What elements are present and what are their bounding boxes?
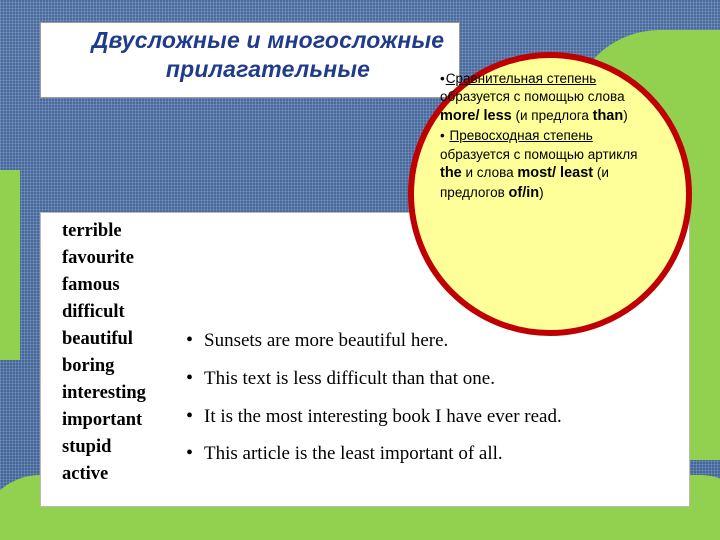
list-item: interesting (62, 383, 146, 403)
list-item: • This text is less difficult than that one. (186, 368, 676, 391)
callout-rule2-bold2: most/ least (517, 165, 594, 182)
list-item: difficult (62, 302, 125, 322)
list-item: boring (62, 356, 115, 376)
list-item: • It is the most interesting book I have ever read. (186, 406, 676, 429)
list-item: stupid (62, 437, 112, 457)
example-sentences (186, 330, 676, 481)
page-title: Двусложные и многосложные прилагательные (91, 27, 445, 83)
callout-rule1-label: Сравнительная степень (445, 71, 597, 86)
callout-rule2-end: ) (539, 184, 544, 200)
list-item: favourite (62, 248, 134, 268)
callout-rule2-mid3: (и предлогов (440, 165, 609, 200)
callout-rule1-bold2: than (592, 107, 624, 124)
callout-rule1-end: ) (623, 107, 628, 123)
callout-text (440, 70, 662, 205)
adjective-word-list (62, 218, 182, 488)
callout-rule2-mid: образуется с помощью артикля (440, 146, 638, 162)
list-item: important (62, 410, 143, 430)
callout-rule1-mid2: (и предлога (511, 107, 593, 123)
list-item: terrible (62, 221, 122, 241)
callout-rule-superlative (440, 127, 662, 203)
list-item: famous (62, 275, 120, 295)
callout-rule1-bold1: more/ less (440, 107, 512, 124)
callout-rule-comparative (440, 70, 662, 126)
callout-rule2-bold1: the (440, 165, 462, 182)
list-item: active (62, 464, 109, 484)
callout-rule2-mid2: и слова (461, 165, 518, 181)
callout-rule1-mid: образуется с помощью слова (440, 89, 625, 105)
callout-rule2-bold3: of/in (508, 184, 540, 201)
list-item: • This article is the least important of all. (186, 443, 676, 466)
list-item: • Sunsets are more beautiful here. (186, 330, 676, 353)
green-left-strip-shape (0, 170, 20, 360)
list-item: beautiful (62, 329, 133, 349)
callout-rule2-label: Превосходная степень (449, 128, 593, 144)
